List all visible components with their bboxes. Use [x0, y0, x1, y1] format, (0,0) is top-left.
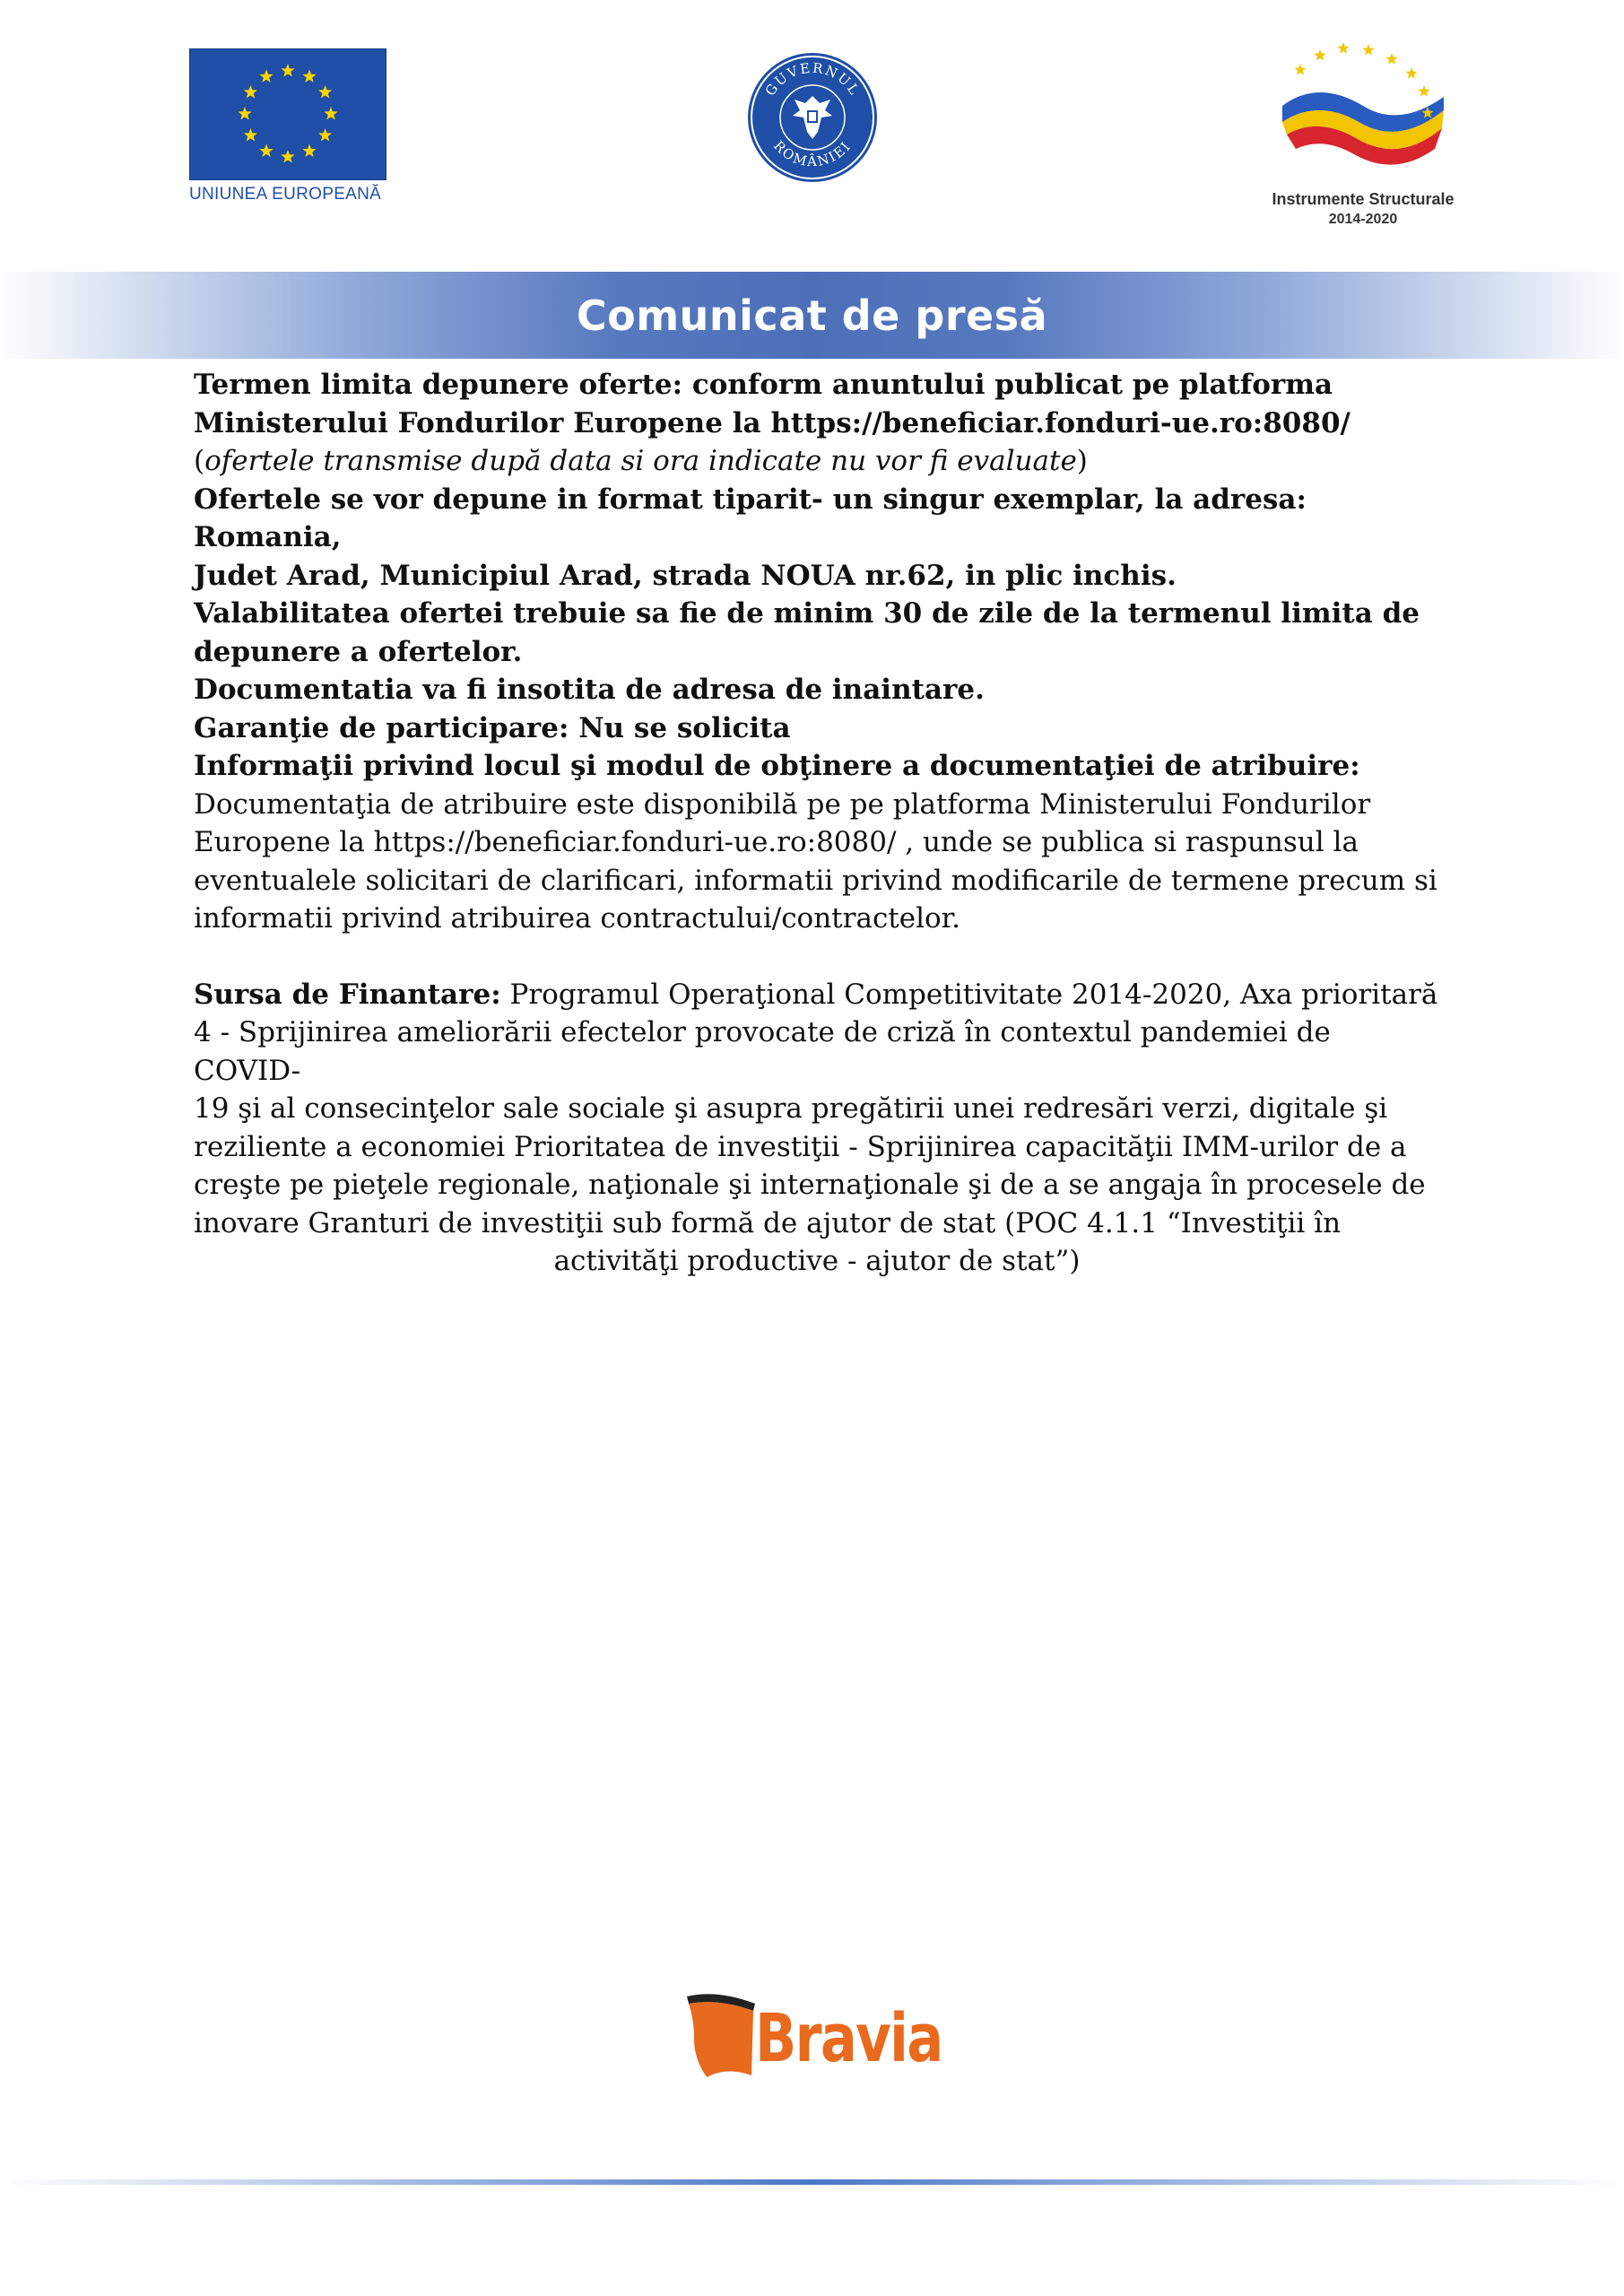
accompanied-line: Documentatia va fi insotita de adresa de inaintare.	[194, 674, 985, 706]
submission-line: Judet Arad, Municipiul Arad, strada NOUA nr.62, in plic inchis.	[194, 559, 1177, 592]
guarantee-line: Garanţie de participare: Nu se solicita	[194, 711, 791, 744]
press-release-banner	[0, 272, 1624, 359]
gov-seal-top-text: GUVERNUL	[761, 59, 864, 100]
funding-first-text: Programul Operaţional Competitivitate 2014-2020, Axa prioritară	[509, 978, 1438, 1011]
submission-line: Ofertele se vor depune in format tiparit- un singur exemplar, la adresa: Romania,	[194, 483, 1307, 553]
funding-line: 4 - Sprijinirea ameliorării efectelor provocate de criză în contextul pandemiei de COVID-	[194, 1016, 1331, 1087]
deadline-line: Ministerului Fondurilor Europene la https://beneficiar.fonduri-ue.ro:8080/	[194, 406, 1350, 439]
funding-line: 19 şi al consecinţelor sale sociale şi asupra pregătirii unei redresări verzi, digitale şi	[194, 1092, 1388, 1125]
info-line: informatii privind atribuirea contractului/contractelor.	[194, 902, 960, 935]
deadline-note: (ofertele transmise după data si ora indicate nu vor fi evaluate)	[194, 445, 1088, 477]
deadline-line: Termen limita depunere oferte: conform anuntului publicat pe platforma	[194, 369, 1333, 401]
info-line: Documentaţia de atribuire este disponibilă pe pe platforma Ministerului Fondurilor	[194, 787, 1371, 821]
info-heading: Informaţii privind locul şi modul de obţinere a documentaţiei de atribuire:	[194, 750, 1360, 782]
eu-flag-icon	[189, 48, 386, 180]
gov-seal-bottom-text: ROMÂNIEI	[770, 137, 855, 170]
validity-line: depunere a ofertelor.	[194, 635, 523, 668]
funding-first-line	[194, 976, 1440, 1014]
footer-divider	[0, 2179, 1624, 2185]
funding-line: inovare Granturi de investiţii sub formă de ajutor de stat (POC 4.1.1 “Investiţii în	[194, 1206, 1342, 1239]
funding-line: reziliente a economiei Prioritatea de investiţii - Sprijinirea capacităţii IMM-urilor de a	[194, 1130, 1407, 1163]
validity-line: Valabilitatea ofertei trebuie sa fie de minim 30 de zile de la termenul limita de	[194, 597, 1420, 630]
structural-instruments-logo	[1264, 43, 1462, 236]
eu-logo-caption: UNIUNEA EUROPEANĂ	[189, 185, 382, 204]
info-line: eventualele solicitari de clarificari, informatii privind modificarile de termene precum si	[194, 864, 1437, 897]
romanian-government-seal-icon	[746, 51, 879, 184]
press-release-body	[194, 366, 1440, 1281]
funding-last-line: activităţi productive - ajutor de stat”)	[553, 1245, 1081, 1277]
info-line: Europene la https://beneficiar.fonduri-ue.ro:8080/ , unde se publica si raspunsul la	[194, 826, 1359, 858]
structural-instruments-icon	[1264, 43, 1462, 187]
funding-label: Sursa de Finantare:	[194, 978, 501, 1011]
structural-instruments-years: 2014-2020	[1328, 212, 1398, 227]
funding-line: creşte pe pieţele regionale, naţionale şi internaţionale şi de a se angaja în procesele de	[194, 1169, 1426, 1201]
deadline-note-text: ofertele transmise după data si ora indicate nu vor fi evaluate	[204, 445, 1077, 477]
structural-instruments-caption: Instrumente Structurale	[1272, 190, 1455, 208]
eu-logo	[189, 48, 386, 210]
bravia-logo-icon	[682, 1989, 951, 2088]
bravia-wordmark: Bravia	[755, 2000, 942, 2077]
banner-title: Comunicat de presă	[576, 291, 1048, 340]
